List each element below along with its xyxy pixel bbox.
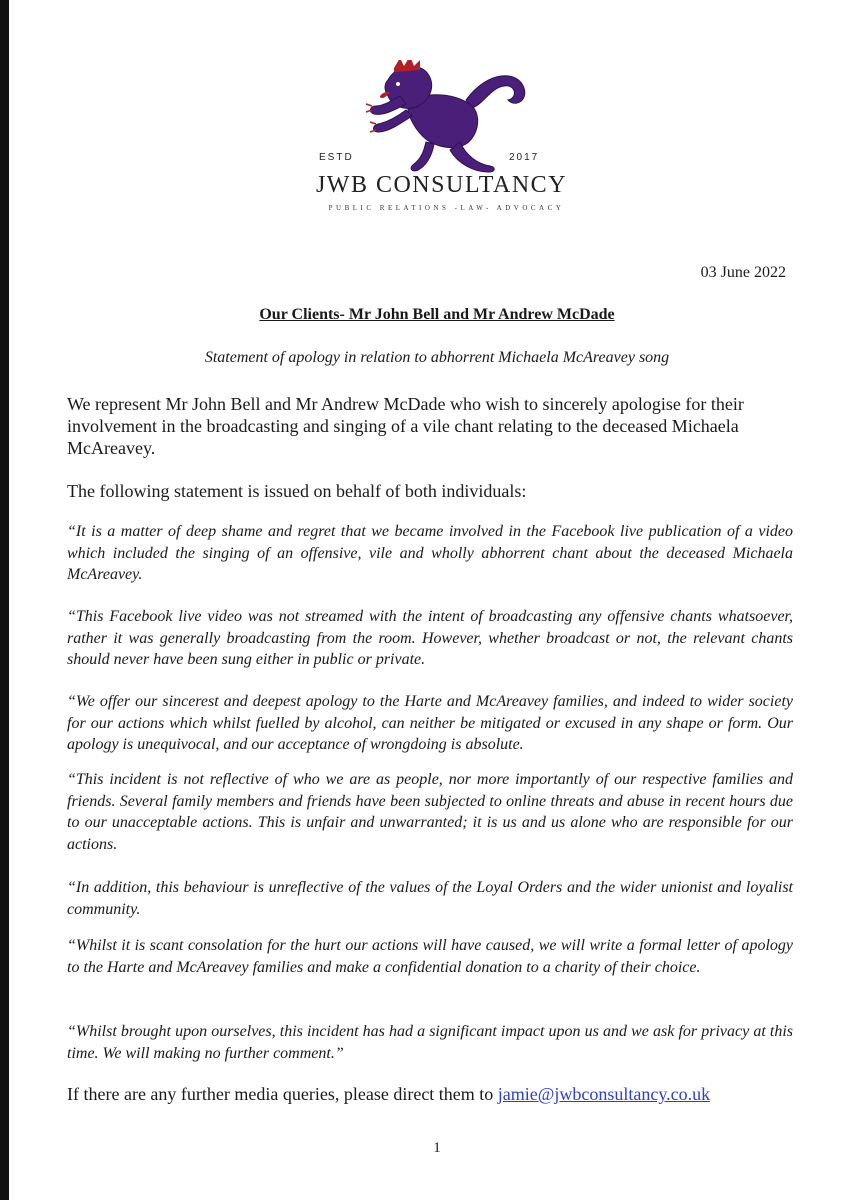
page-number: 1: [433, 1140, 441, 1156]
letter-page: [9, 0, 865, 1200]
letter-date: 03 June 2022: [700, 264, 786, 281]
letter-heading: Our Clients- Mr John Bell and Mr Andrew McDade: [259, 306, 615, 323]
statement-paragraph: “In addition, this behaviour is unreflective of the values of the Loyal Orders and the wider unionist and loyalist community.: [67, 879, 793, 918]
statement-paragraph: “It is a matter of deep shame and regret that we became involved in the Facebook live publication of a video which included the singing of an offensive, vile and wholly abhorrent chant about the deceased Michaela McAreavey.: [67, 523, 793, 583]
statement-paragraph: “Whilst it is scant consolation for the hurt our actions will have caused, we will write a formal letter of apology to the Harte and McAreavey families and make a confidential donation to a charity of their choice.: [67, 937, 793, 976]
closing-paragraph: [67, 1083, 793, 1105]
contact-email-link[interactable]: jamie@jwbconsultancy.co.uk: [497, 1084, 711, 1104]
letterhead: [309, 60, 589, 220]
firm-name: JWB CONSULTANCY: [315, 172, 568, 198]
statement-paragraph: “This Facebook live video was not streamed with the intent of broadcasting any offensive chants whatsoever, rather it was generally broadcasting from the room. However, whether broadcast or not, the relevant chants should never have been sung either in public or private.: [67, 608, 793, 668]
intro-paragraph: We represent Mr John Bell and Mr Andrew McDade who wish to sincerely apologise for their involvement in the broadcasting and singing of a vile chant relating to the deceased Michaela McAreavey.: [67, 394, 744, 458]
closing-text: If there are any further media queries, please direct them to: [67, 1084, 498, 1104]
established-year: 2017: [509, 152, 540, 163]
left-edge-bar: [0, 0, 9, 1200]
statement-paragraph: “This incident is not reflective of who we are as people, nor more importantly of our respective families and friends. Several family members and friends have been subjected to online threats and abuse in recent hours due to our unacceptable actions. This is unfair and unwarranted; it is us and us alone who are responsible for our actions.: [67, 771, 793, 853]
statement-paragraph: “We offer our sincerest and deepest apology to the Harte and McAreavey families, and indeed to wider society for our actions which whilst fuelled by alcohol, can neither be mitigated or excused in any shape or form. Our apology is unequivocal, and our acceptance of wrongdoing is absolute.: [67, 693, 793, 753]
letter-subheading: Statement of apology in relation to abhorrent Michaela McAreavey song: [204, 349, 670, 366]
lead-in-paragraph: The following statement is issued on behalf of both individuals:: [67, 481, 527, 501]
firm-tagline: PUBLIC RELATIONS -LAW- ADVOCACY: [328, 204, 565, 212]
established-label: ESTD: [319, 152, 354, 163]
statement-paragraph: “Whilst brought upon ourselves, this incident has had a significant impact upon us and we ask for privacy at this time. We will making no further comment.”: [67, 1023, 793, 1062]
